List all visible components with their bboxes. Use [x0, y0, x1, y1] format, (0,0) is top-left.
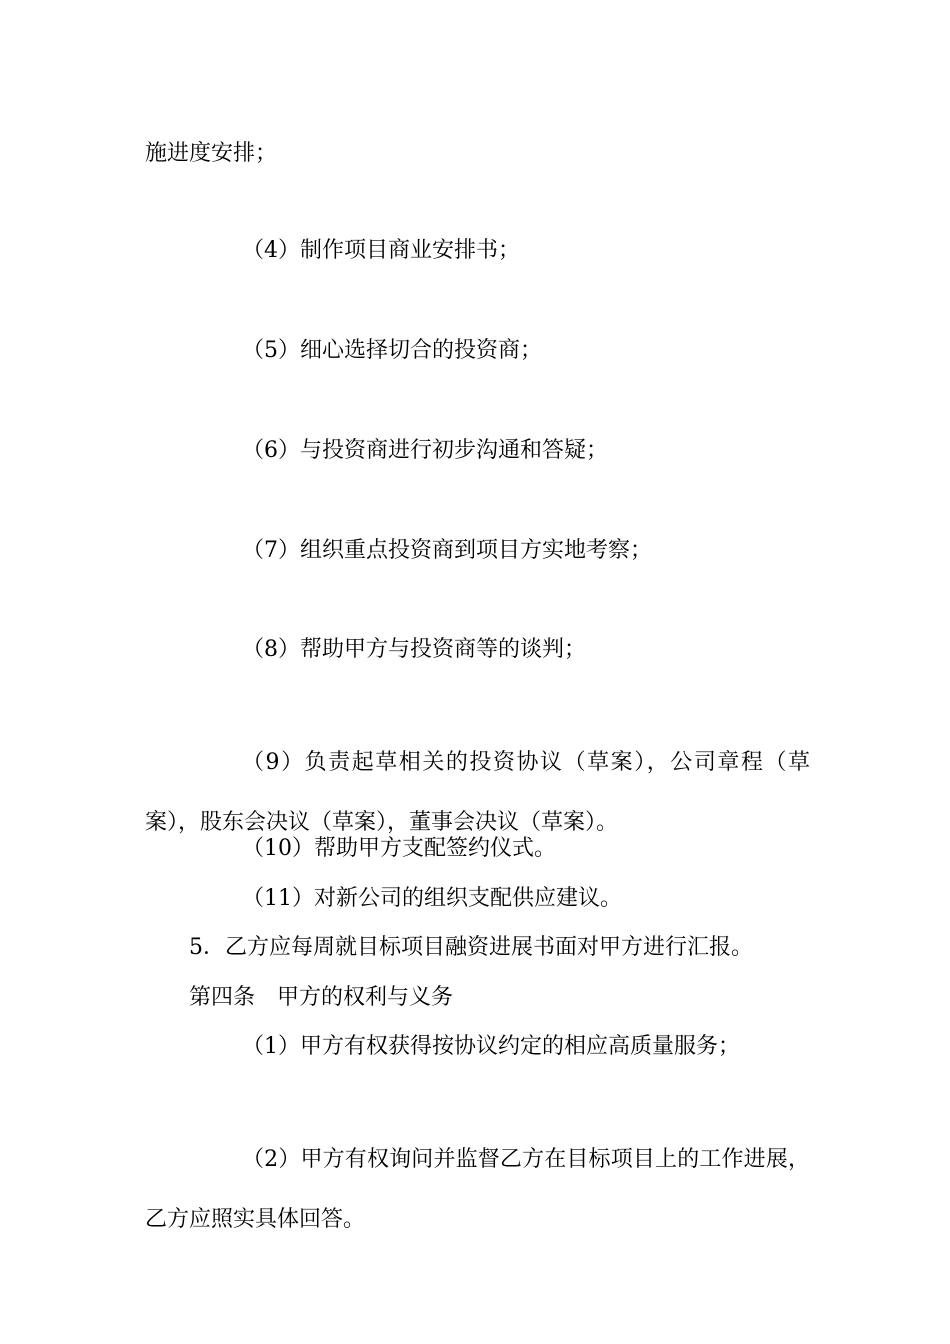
list-item-5: （5）细心选择切合的投资商； — [242, 338, 542, 363]
list-item-11: （11）对新公司的组织支配供应建议。 — [242, 886, 622, 911]
party-a-right-2: （2）甲方有权询问并监督乙方在目标项目上的工作进展，乙方应照实具体回答。 — [145, 1147, 810, 1232]
article-4-heading: 第四条 甲方的权利与义务 — [189, 985, 454, 1010]
text-line-schedule: 施进度安排； — [145, 141, 278, 166]
clause-5: 5．乙方应每周就目标项目融资进展书面对甲方进行汇报。 — [189, 935, 753, 960]
list-item-6: （6）与投资商进行初步沟通和答疑； — [242, 438, 608, 463]
list-item-8: （8）帮助甲方与投资商等的谈判； — [242, 637, 586, 662]
list-item-7: （7）组织重点投资商到项目方实地考察； — [242, 538, 652, 563]
list-item-10: （10）帮助甲方支配签约仪式。 — [242, 836, 556, 861]
list-item-9: （9）负责起草相关的投资协议（草案），公司章程（草案），股东会决议（草案），董事会决议（草案）。 — [145, 750, 810, 835]
list-item-4: （4）制作项目商业安排书； — [242, 238, 520, 263]
party-a-right-1: （1）甲方有权获得按协议约定的相应高质量服务； — [242, 1034, 740, 1059]
